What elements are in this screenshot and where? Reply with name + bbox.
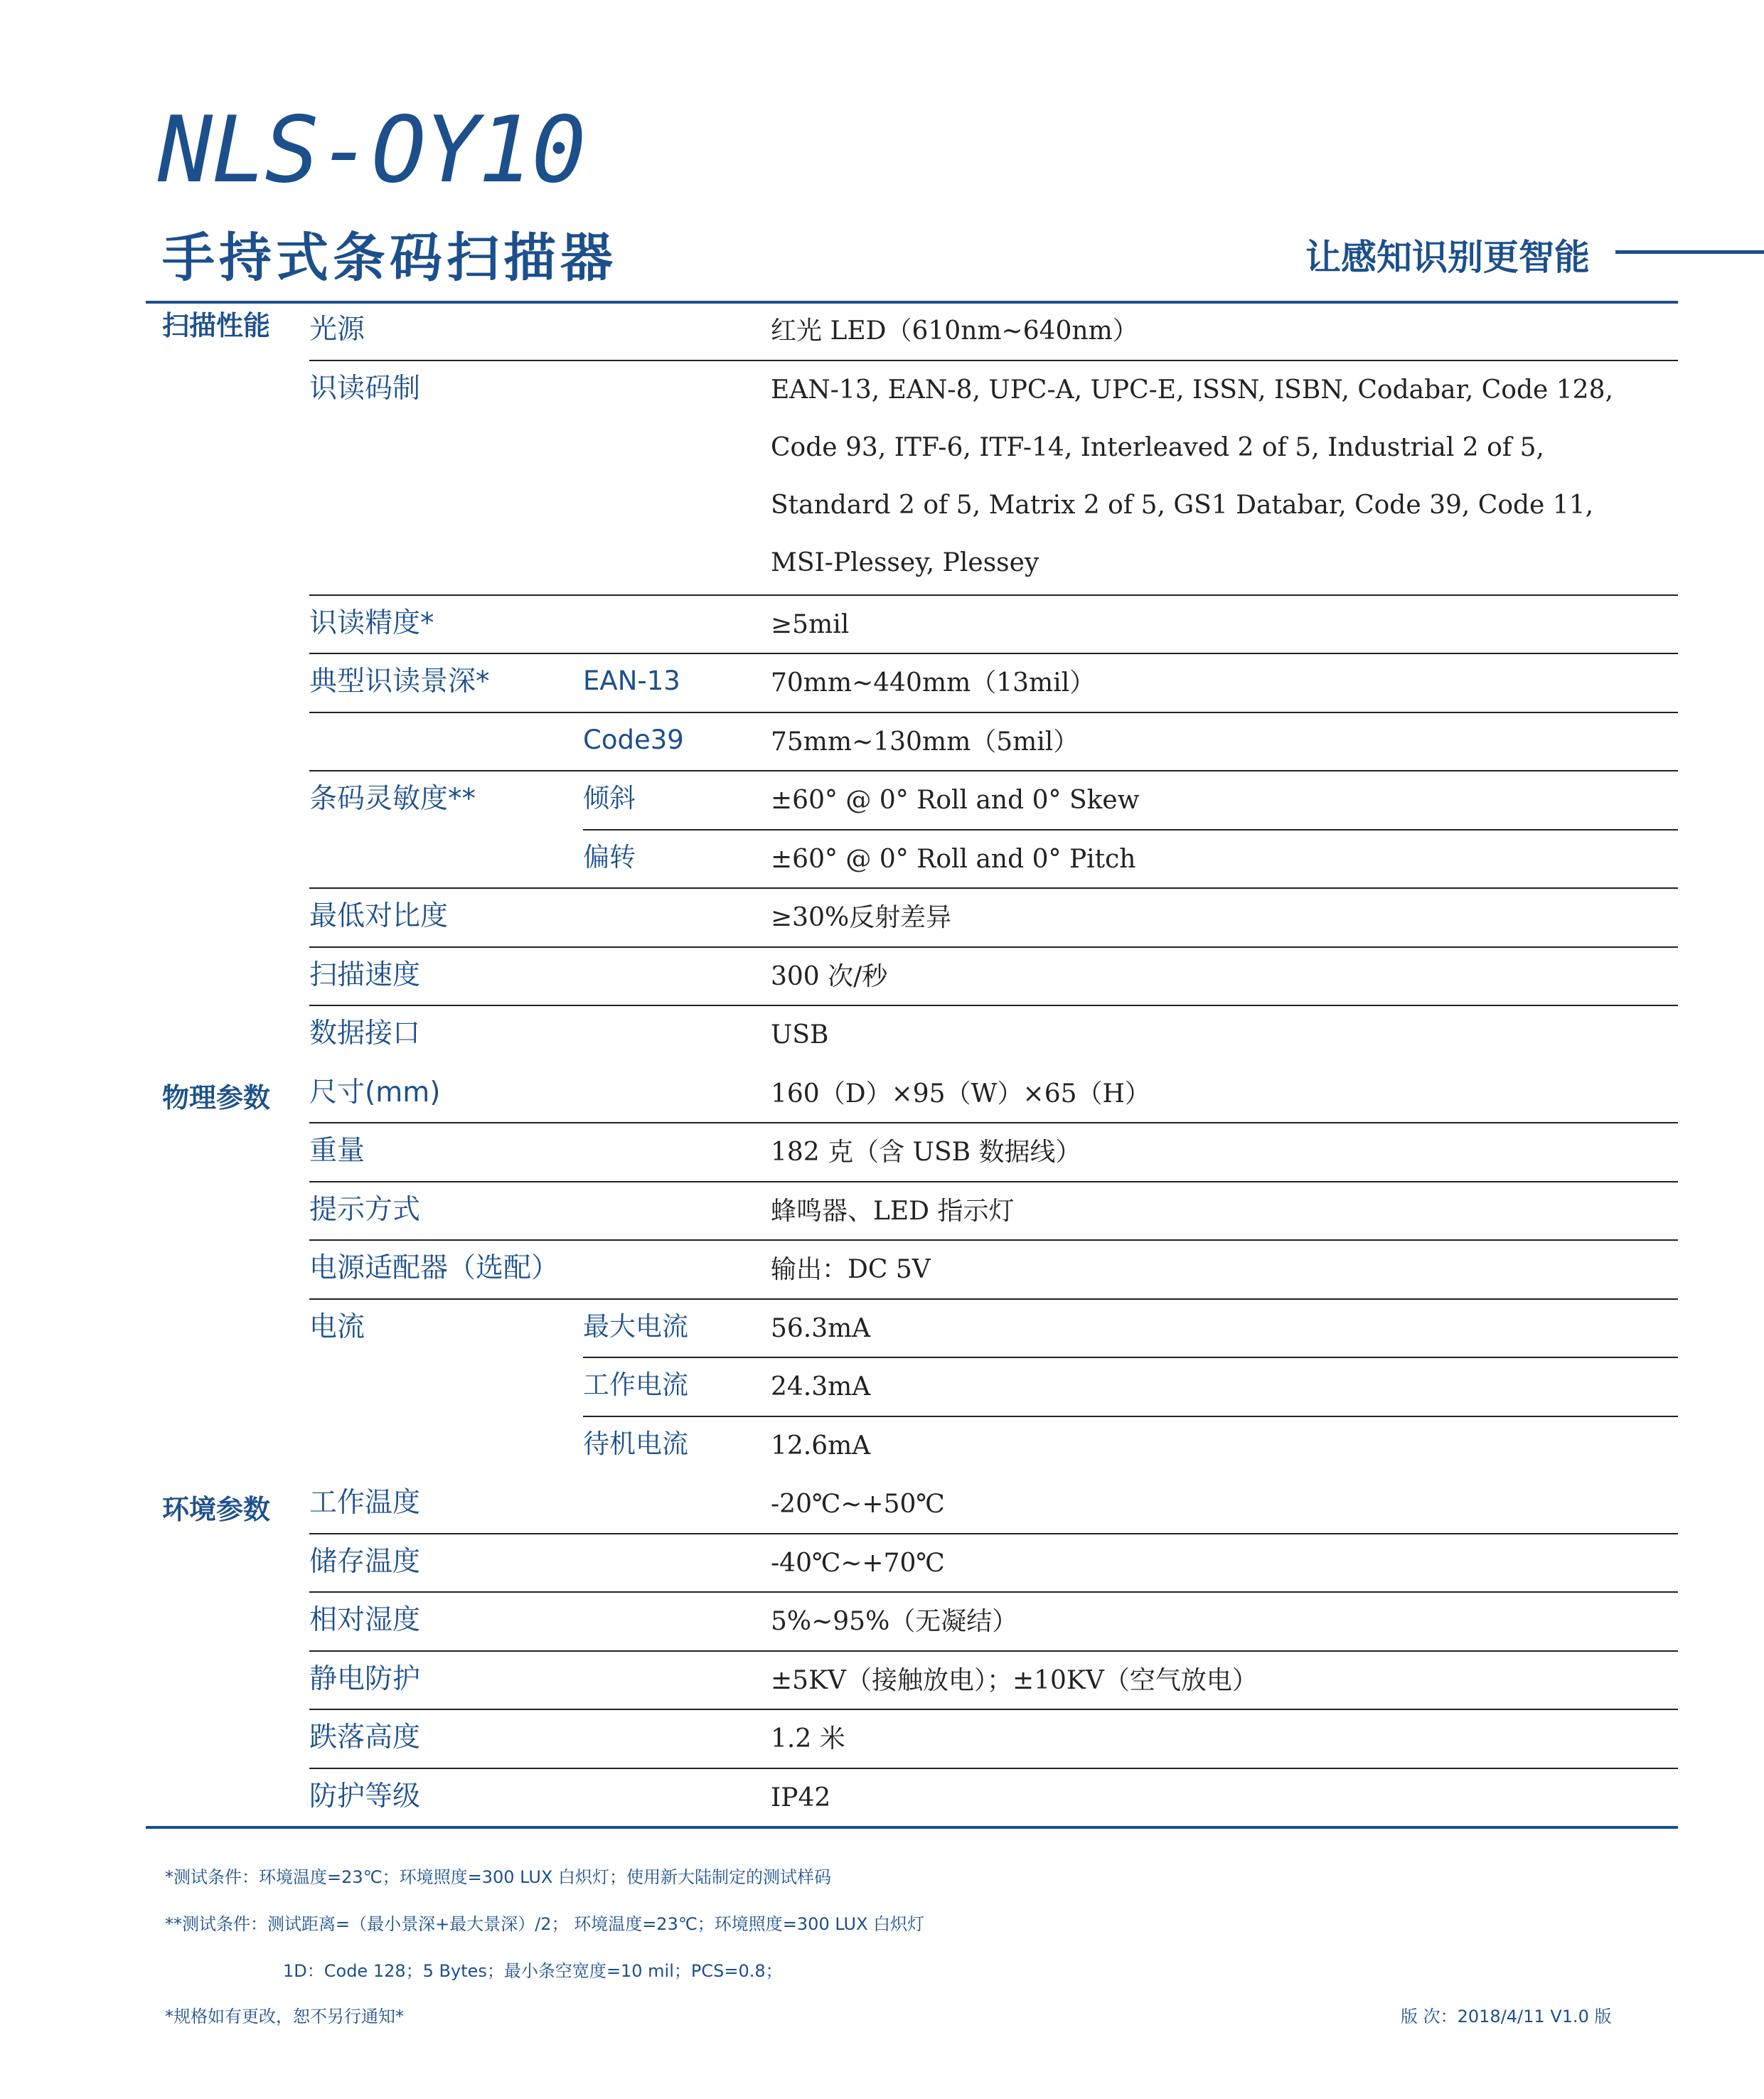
row-label: 最低对比度 [309, 900, 449, 932]
row-value: 1.2 米 [771, 1724, 845, 1753]
row-label: 重量 [309, 1135, 365, 1167]
row-divider [309, 1591, 1678, 1593]
footnote-3: 1D：Code 128；5 Bytes；最小条空宽度=10 mil；PCS=0.8； [283, 1961, 783, 1981]
row-value: 56.3mA [771, 1313, 871, 1343]
row-value: 蜂鸣器、LED 指示灯 [771, 1196, 1015, 1226]
row-divider [309, 887, 1678, 889]
row-value-line: Code 93, ITF-6, ITF-14, Interleaved 2 of 5, Industrial 2 of 5, [771, 432, 1544, 462]
row-divider [309, 1533, 1678, 1534]
row-divider [309, 1239, 1678, 1241]
row-divider [309, 1298, 1678, 1300]
row-value-line: MSI-Plessey, Plessey [771, 548, 1039, 577]
row-label: 相对湿度 [309, 1604, 421, 1636]
section-title-physical: 物理参数 [162, 1082, 271, 1113]
row-label: 光源 [309, 314, 365, 346]
row-divider [309, 712, 1678, 713]
row-value: 70mm~440mm（13mil） [771, 668, 1096, 698]
row-value: 红光 LED（610nm~640nm） [771, 316, 1138, 346]
row-value-line: Standard 2 of 5, Matrix 2 of 5, GS1 Databar, Code 39, Code 11, [771, 490, 1594, 520]
row-value: ±60° @ 0° Roll and 0° Skew [771, 786, 1140, 815]
row-value-line: EAN-13, EAN-8, UPC-A, UPC-E, ISSN, ISBN, Codabar, Code 128, [771, 375, 1613, 405]
row-sublabel: 倾斜 [583, 783, 636, 813]
row-value: 75mm~130mm（5mil） [771, 727, 1079, 757]
table-top-rule [146, 301, 1678, 304]
row-value: ≥5mil [771, 609, 850, 639]
row-label: 尺寸(mm) [309, 1076, 441, 1109]
row-sublabel: 工作电流 [583, 1369, 688, 1400]
row-label: 电流 [309, 1310, 365, 1343]
slogan-line [1615, 250, 1764, 254]
row-sublabel: 待机电流 [583, 1428, 688, 1459]
row-value: ≥30%反射差异 [771, 903, 952, 932]
row-value: 12.6mA [771, 1431, 871, 1460]
product-subtitle: 手持式条码扫描器 [162, 228, 617, 289]
row-value: 300 次/秒 [771, 961, 888, 991]
row-value: -20℃~+50℃ [771, 1490, 945, 1519]
model-title: NLS-OY10 [158, 97, 585, 203]
row-label: 识读码制 [309, 372, 421, 405]
row-label: 跌落高度 [309, 1721, 421, 1753]
row-divider [309, 1122, 1678, 1123]
row-value: IP42 [771, 1783, 831, 1812]
row-divider [309, 1709, 1678, 1710]
row-divider [309, 770, 1678, 771]
row-divider [309, 1005, 1678, 1006]
row-divider [309, 1650, 1678, 1652]
brand-slogan: 让感知识别更智能 [1305, 237, 1590, 278]
row-divider [583, 1357, 1678, 1358]
row-divider [309, 653, 1678, 654]
row-value: ±60° @ 0° Roll and 0° Pitch [771, 844, 1136, 874]
row-value: ±5KV（接触放电）；±10KV（空气放电） [771, 1665, 1258, 1695]
row-value: 182 克（含 USB 数据线） [771, 1138, 1081, 1167]
row-label: 扫描速度 [309, 958, 421, 991]
footnote-2: **测试条件：测试距离=（最小景深+最大景深）/2； 环境温度=23℃；环境照度=300 LUX 白炽灯 [165, 1914, 925, 1934]
row-sublabel: 最大电流 [583, 1310, 688, 1342]
section-title-environment: 环境参数 [162, 1494, 271, 1525]
footnote-1: *测试条件：环境温度=23℃；环境照度=300 LUX 白炽灯；使用新大陆制定的测试样码 [165, 1867, 831, 1887]
row-label: 工作温度 [309, 1487, 421, 1519]
row-sublabel: EAN-13 [583, 666, 680, 696]
row-divider [583, 1416, 1678, 1417]
row-divider [583, 829, 1678, 830]
row-value: 输出：DC 5V [771, 1255, 931, 1284]
row-label: 防护等级 [309, 1780, 421, 1812]
row-label: 静电防护 [309, 1662, 421, 1695]
table-bottom-rule [146, 1826, 1678, 1829]
footnote-4: *规格如有更改，恕不另行通知* [165, 2007, 404, 2026]
row-label: 识读精度* [309, 607, 434, 639]
row-divider [309, 1768, 1678, 1769]
row-label: 条码灵敏度** [309, 783, 476, 815]
row-label: 典型识读景深* [309, 666, 490, 698]
version-info: 版 次：2018/4/11 V1.0 版 [1401, 2007, 1612, 2026]
row-value: 5%~95%（无凝结） [771, 1607, 1018, 1636]
row-value: -40℃~+70℃ [771, 1548, 945, 1578]
row-sublabel: 偏转 [583, 841, 636, 872]
row-divider [309, 946, 1678, 948]
row-sublabel: Code39 [583, 724, 684, 755]
row-divider [309, 594, 1678, 596]
row-label: 数据接口 [309, 1018, 421, 1050]
row-value: 160（D）×95（W）×65（H） [771, 1079, 1150, 1109]
section-title-scan: 扫描性能 [162, 310, 271, 341]
row-value: 24.3mA [771, 1372, 871, 1401]
row-value: USB [771, 1020, 829, 1050]
row-label: 提示方式 [309, 1193, 421, 1226]
row-label: 储存温度 [309, 1545, 421, 1578]
row-divider [309, 1181, 1678, 1182]
row-label: 电源适配器（选配） [309, 1252, 560, 1284]
row-divider [309, 360, 1678, 361]
